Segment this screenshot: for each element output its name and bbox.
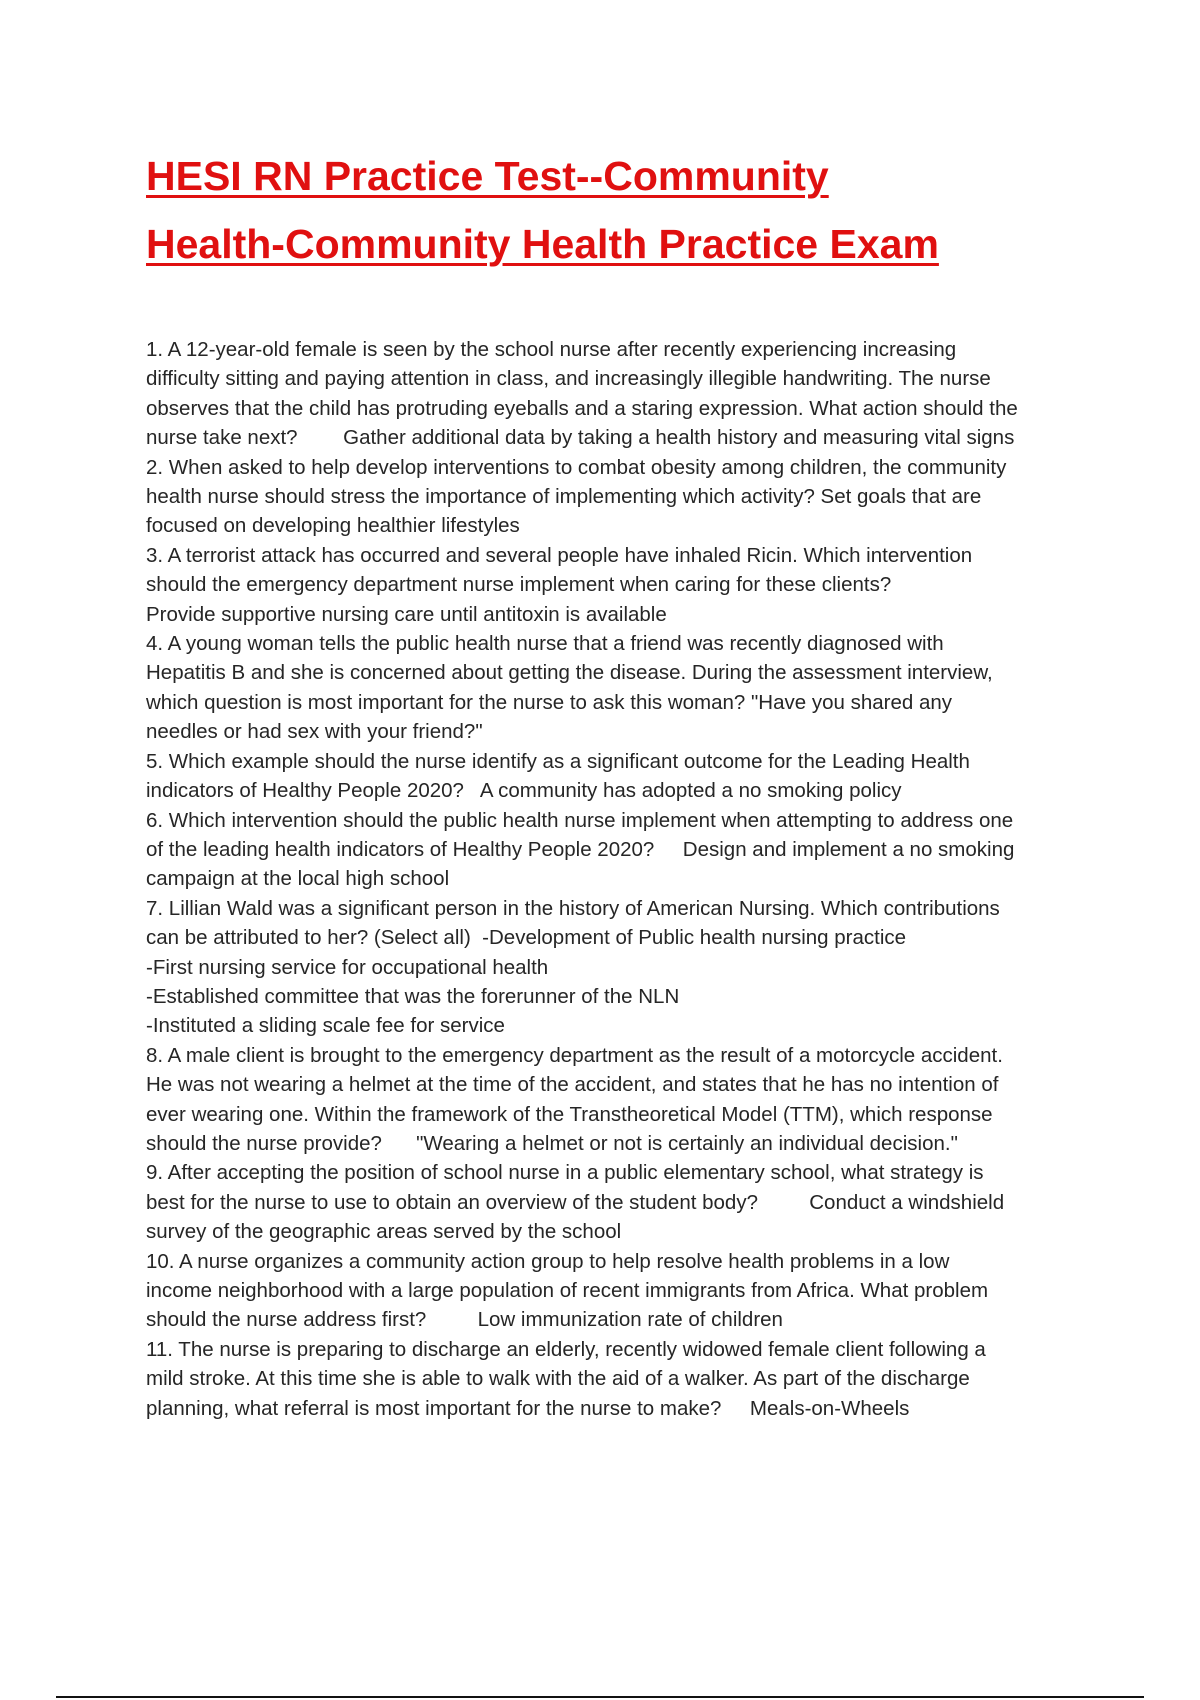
text-line: difficulty sitting and paying attention in class, and increasingly illegible handwriting. The nurse <box>146 367 991 391</box>
text-line: Provide supportive nursing care until antitoxin is available <box>146 602 667 626</box>
text-line: can be attributed to her? (Select all) -Development of Public health nursing practice <box>146 926 907 950</box>
text-line: mild stroke. At this time she is able to walk with the aid of a walker. As part of the discharge <box>146 1367 970 1391</box>
text-line: income neighborhood with a large population of recent immigrants from Africa. What problem <box>146 1279 989 1302</box>
text-line: observes that the child has protruding eyeballs and a staring expression. What action should the <box>146 396 1018 420</box>
text-line: ever wearing one. Within the framework of the Transtheoretical Model (TTM), which response <box>146 1102 993 1126</box>
text-line: 2. When asked to help develop interventions to combat obesity among children, the community <box>146 455 1007 479</box>
text-line: needles or had sex with your friend?" <box>146 720 483 744</box>
text-line: -First nursing service for occupational health <box>146 955 549 979</box>
text-line: nurse take next? Gather additional data by taking a health history and measuring vital signs <box>146 426 1015 450</box>
text-line: 8. A male client is brought to the emergency department as the result of a motorcycle accident. <box>146 1043 1003 1067</box>
text-line: 9. After accepting the position of school nurse in a public elementary school, what strategy is <box>146 1161 984 1185</box>
text-line: 10. A nurse organizes a community action group to help resolve health problems in a low <box>146 1249 950 1273</box>
text-line: He was not wearing a helmet at the time of the accident, and states that he has no intention of <box>146 1073 999 1097</box>
text-line: campaign at the local high school <box>146 867 450 891</box>
question-list <box>146 335 1106 1423</box>
text-line: should the nurse address first? Low immunization rate of children <box>146 1308 783 1332</box>
text-line: 5. Which example should the nurse identify as a significant outcome for the Leading Health <box>146 749 970 773</box>
title-line-2: Health-Community Health Practice Exam <box>146 221 939 267</box>
text-line: -Instituted a sliding scale fee for service <box>146 1014 505 1038</box>
title-line-1: HESI RN Practice Test--Community <box>146 153 829 199</box>
text-line: of the leading health indicators of Healthy People 2020? Design and implement a no smoking <box>146 837 1015 861</box>
page-title <box>146 142 1106 278</box>
text-line: best for the nurse to use to obtain an overview of the student body? Conduct a windshield <box>146 1190 1005 1214</box>
text-line: indicators of Healthy People 2020? A community has adopted a no smoking policy <box>146 779 902 803</box>
text-line: Hepatitis B and she is concerned about getting the disease. During the assessment interview, <box>146 661 993 685</box>
text-line: should the nurse provide? "Wearing a helmet or not is certainly an individual decision." <box>146 1131 958 1155</box>
text-line: which question is most important for the nurse to ask this woman? "Have you shared any <box>146 690 953 714</box>
text-line: 7. Lillian Wald was a significant person in the history of American Nursing. Which contributions <box>146 896 1000 920</box>
text-line: focused on developing healthier lifestyles <box>146 514 520 538</box>
text-line: 6. Which intervention should the public health nurse implement when attempting to address one <box>146 808 1014 832</box>
footer-divider <box>56 1696 1144 1698</box>
text-line: -Established committee that was the forerunner of the NLN <box>146 984 680 1008</box>
text-line: survey of the geographic areas served by the school <box>146 1220 622 1244</box>
text-line: 3. A terrorist attack has occurred and several people have inhaled Ricin. Which intervention <box>146 543 973 567</box>
text-line: should the emergency department nurse implement when caring for these clients? <box>146 573 892 597</box>
text-line: 4. A young woman tells the public health nurse that a friend was recently diagnosed with <box>146 632 944 656</box>
text-line: 11. The nurse is preparing to discharge an elderly, recently widowed female client following a <box>146 1337 986 1361</box>
text-line: 1. A 12-year-old female is seen by the school nurse after recently experiencing increasing <box>146 338 957 361</box>
text-line: planning, what referral is most important for the nurse to make? Meals-on-Wheels <box>146 1396 910 1420</box>
text-line: health nurse should stress the importance of implementing which activity? Set goals that are <box>146 485 982 509</box>
